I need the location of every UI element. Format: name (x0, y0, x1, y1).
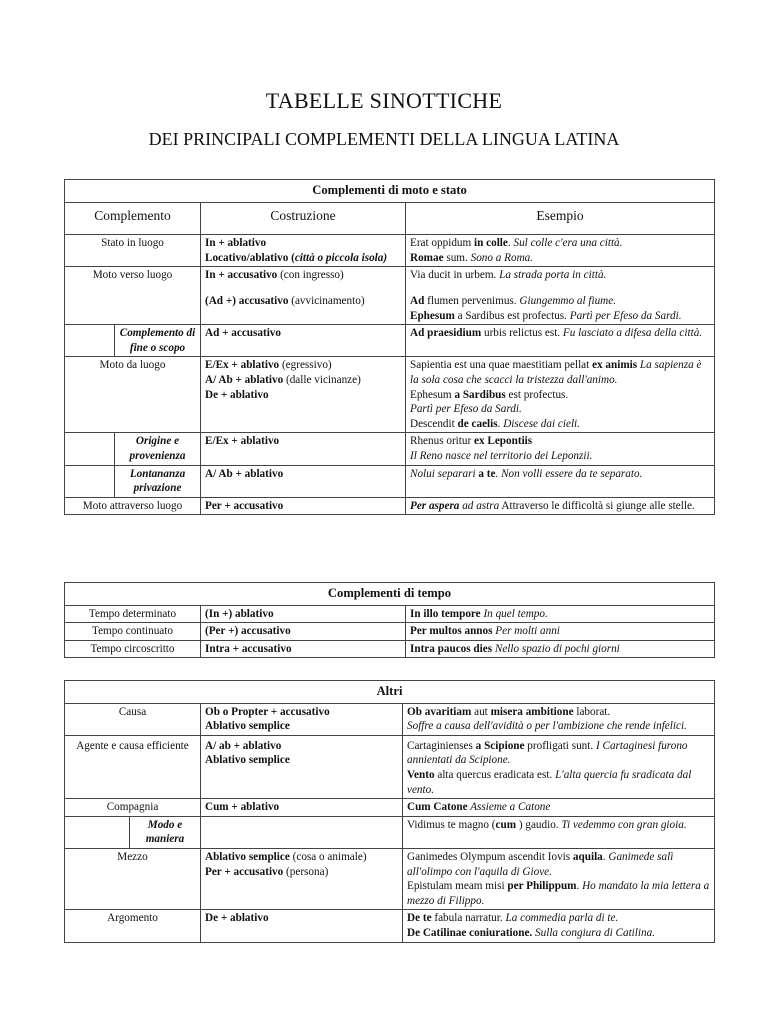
indent-spacer (65, 325, 115, 357)
construction-cell: Per + accusativo (201, 497, 406, 515)
example-cell: Ganimedes Olympum ascendit Iovis aquila. Ganimede salì all'olimpo con l'aquila di Giove. Epistulam meam misi per Philippum. Ho mandato la mia lettera a mezzo di Filippo. (403, 848, 715, 909)
example-cell: Per multos annos Per molti anni (406, 623, 715, 641)
example-cell: Ob avaritiam aut misera ambitione laborat. Soffre a causa dell'avidità o per l'ambizione che rende infelici. (403, 703, 715, 735)
example-cell: De te fabula narratur. La commedia parla di te. De Catilinae coniuratione. Sulla congiura di Catilina. (403, 910, 715, 942)
construction-cell: (In +) ablativo (201, 605, 406, 623)
construction-cell (201, 816, 403, 848)
document-subtitle: DEI PRINCIPALI COMPLEMENTI DELLA LINGUA LATINA (148, 129, 620, 149)
row-label: Compagnia (65, 799, 201, 817)
row-label: Tempo circoscritto (65, 640, 201, 658)
table-tempo (64, 582, 715, 658)
row-label: Tempo determinato (65, 605, 201, 623)
construction-cell: Ablativo semplice (cosa o animale) Per + accusativo (persona) (201, 848, 403, 909)
construction-cell: In + accusativo (con ingresso) (Ad +) accusativo (avvicinamento) (201, 267, 406, 325)
table-row (65, 735, 715, 798)
indent-spacer (65, 816, 130, 848)
construction-cell: Ad + accusativo (201, 325, 406, 357)
table-heading: Complementi di moto e stato (65, 180, 715, 203)
construction-cell: (Per +) accusativo (201, 623, 406, 641)
table-row (65, 910, 715, 942)
table-row (65, 433, 715, 465)
table-moto-stato (64, 179, 715, 515)
table-row (65, 605, 715, 623)
construction-cell: E/Ex + ablativo (egressivo) A/ Ab + ablativo (dalle vicinanze) De + ablativo (201, 357, 406, 433)
example-cell: Erat oppidum in colle. Sul colle c'era una città. Romae sum. Sono a Roma. (406, 235, 715, 267)
indent-spacer (65, 465, 115, 497)
example-cell: Vidimus te magno (cum ) gaudio. Ti vedemmo con gran gioia. (403, 816, 715, 848)
table-row (65, 799, 715, 817)
example-cell: Cum Catone Assieme a Catone (403, 799, 715, 817)
table-row (65, 848, 715, 909)
construction-cell: In + ablativo Locativo/ablativo (città o piccola isola) (201, 235, 406, 267)
column-header: Costruzione (201, 202, 406, 235)
column-header: Esempio (406, 202, 715, 235)
construction-cell: De + ablativo (201, 910, 403, 942)
row-label: Moto da luogo (65, 357, 201, 433)
row-label: Moto verso luogo (65, 267, 201, 325)
example-cell: Rhenus oritur ex Lepontiis Il Reno nasce nel territorio dei Leponzii. (406, 433, 715, 465)
table-row (65, 325, 715, 357)
document-title: TABELLE SINOTTICHE (265, 88, 503, 113)
example-cell: In illo tempore In quel tempo. (406, 605, 715, 623)
table-row (65, 703, 715, 735)
row-sublabel: Modo e maniera (130, 816, 201, 848)
construction-cell: E/Ex + ablativo (201, 433, 406, 465)
row-label: Stato in luogo (65, 235, 201, 267)
table-row (65, 623, 715, 641)
example-cell: Via ducit in urbem. La strada porta in città. Ad flumen pervenimus. Giungemmo al fiume. Ephesum a Sardibus est profectus. Partì per Efeso da Sardi. (406, 267, 715, 325)
table-row (65, 267, 715, 325)
table-row (65, 640, 715, 658)
example-cell: Nolui separari a te. Non volli essere da te separato. (406, 465, 715, 497)
table-heading: Altri (65, 681, 715, 704)
row-sublabel: Lontananza privazione (115, 465, 201, 497)
example-cell: Per aspera ad astra Attraverso le difficoltà si giunge alle stelle. (406, 497, 715, 515)
construction-cell: A/ Ab + ablativo (201, 465, 406, 497)
table-row (65, 816, 715, 848)
construction-cell: Cum + ablativo (201, 799, 403, 817)
example-cell: Cartaginienses a Scipione profligati sunt. I Cartaginesi furono annientati da Scipione. Vento alta quercus eradicata est. L'alta quercia fu sradicata dal vento. (403, 735, 715, 798)
table-row (65, 465, 715, 497)
example-cell: Intra paucos dies Nello spazio di pochi giorni (406, 640, 715, 658)
indent-spacer (65, 433, 115, 465)
row-label: Agente e causa efficiente (65, 735, 201, 798)
column-header: Complemento (65, 202, 201, 235)
table-row (65, 235, 715, 267)
table-row (65, 497, 715, 515)
row-label: Tempo continuato (65, 623, 201, 641)
row-label: Moto attraverso luogo (65, 497, 201, 515)
construction-cell: Ob o Propter + accusativo Ablativo semplice (201, 703, 403, 735)
row-sublabel: Origine e provenienza (115, 433, 201, 465)
construction-cell: A/ ab + ablativo Ablativo semplice (201, 735, 403, 798)
table-row (65, 357, 715, 433)
row-label: Mezzo (65, 848, 201, 909)
row-label: Causa (65, 703, 201, 735)
table-altri (64, 680, 715, 943)
row-label: Argomento (65, 910, 201, 942)
example-cell: Ad praesidium urbis relictus est. Fu lasciato a difesa della città. (406, 325, 715, 357)
example-cell: Sapientia est una quae maestitiam pellat ex animis La sapienza è la sola cosa che scacci la tristezza dall'animo. Ephesum a Sardibus est profectus. Partì per Efeso da Sardi. Descendit de caelis. Discese dai cieli. (406, 357, 715, 433)
construction-cell: Intra + accusativo (201, 640, 406, 658)
table-heading: Complementi di tempo (65, 583, 715, 606)
row-sublabel: Complemento di fine o scopo (115, 325, 201, 357)
